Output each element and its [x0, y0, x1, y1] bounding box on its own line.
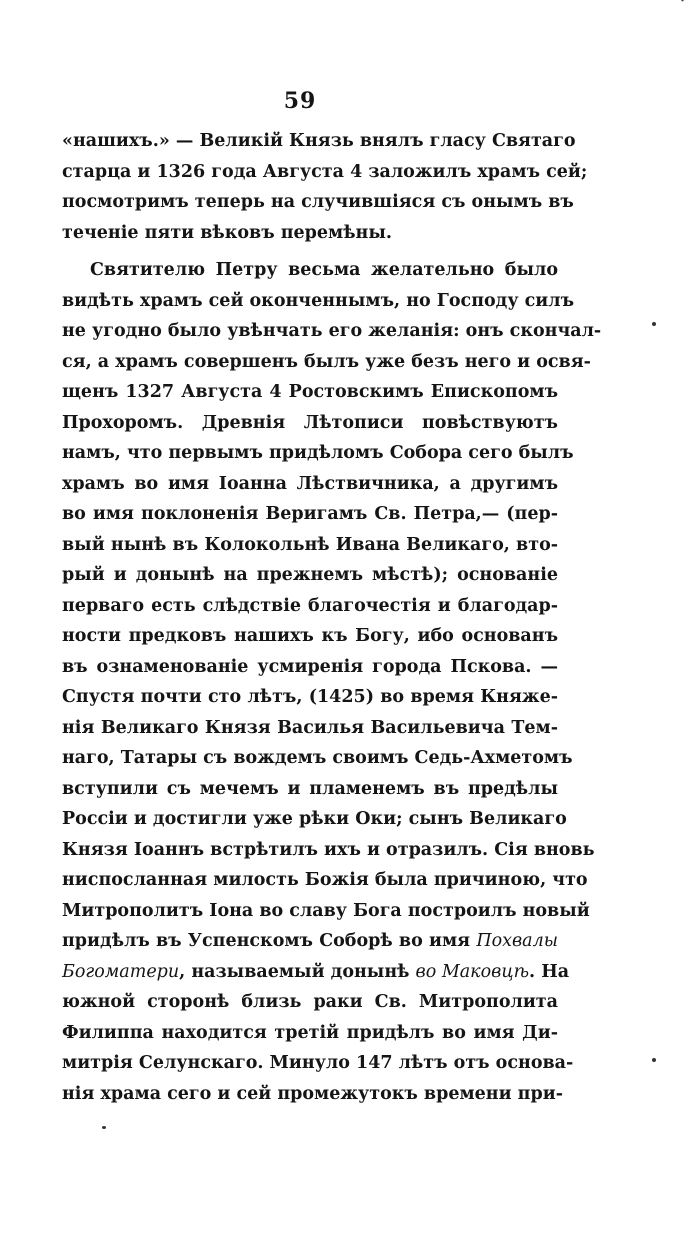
- text-line-with-italic: [62, 957, 570, 988]
- text-line: южной сторонѣ близь раки Св. Митрополита: [62, 992, 558, 1012]
- text-line: Князя Іоаннъ встрѣтилъ ихъ и отразилъ. Сія вновь: [62, 839, 595, 860]
- text-line: нія храма сего и сей промежутокъ времени при-: [62, 1083, 563, 1104]
- text-line: митрія Селунскаго. Минуло 147 лѣтъ отъ основа-: [62, 1053, 574, 1073]
- text-line: не угодно было увѣнчать его желанія: онъ скончал-: [62, 321, 602, 341]
- ink-speck: [652, 322, 656, 326]
- text-line: «нашихъ.» — Великій Князь внялъ гласу Святаго: [62, 131, 576, 151]
- text-line: Спустя почти сто лѣтъ, (1425) во время Княже-: [62, 687, 558, 707]
- italic-text: Похвалы: [476, 931, 558, 951]
- text-line: Россіи и достигли уже рѣки Оки; сынъ Великаго: [62, 809, 567, 829]
- text-line: ся, а храмъ совершенъ былъ уже безъ него и освя-: [62, 351, 591, 372]
- body-text: [62, 126, 602, 1109]
- text-line: во имя поклоненія Веригамъ Св. Петра,— (пер-: [62, 504, 558, 524]
- paragraph-2: [62, 255, 602, 1109]
- text-line: намъ, что первымъ придѣломъ Собора сего былъ: [62, 443, 574, 463]
- text-line: щенъ 1327 Августа 4 Ростовскимъ Епископомъ: [62, 382, 558, 402]
- text-line: рый и донынѣ на прежнемъ мѣстѣ); основаніе: [62, 565, 558, 585]
- text-line-with-italic: [62, 926, 558, 957]
- page-edge-mark: [646, 0, 684, 22]
- text-line: въ ознаменованіе усмиренія города Пскова. —: [62, 656, 558, 677]
- text-line: видѣть храмъ сей оконченнымъ, но Господу силъ: [62, 290, 575, 311]
- text-line: Святителю Петру весьма желательно было: [90, 260, 558, 280]
- text-line: храмъ во имя Іоанна Лѣствичника, а другимъ: [62, 473, 558, 494]
- italic-text: во Маковцѣ: [415, 961, 530, 982]
- italic-text: Богоматери: [62, 961, 180, 982]
- text-line: посмотримъ теперь на случившіяся съ онымъ въ: [62, 192, 574, 212]
- paragraph-1: [62, 126, 588, 248]
- text-line: теченіе пяти вѣковъ перемѣны.: [62, 222, 392, 243]
- ink-speck: [652, 1058, 656, 1062]
- text-line: старца и 1326 года Августа 4 заложилъ храмъ сей;: [62, 161, 588, 182]
- text-line: Прохоромъ. Древнія Лѣтописи повѣствуютъ: [62, 412, 558, 433]
- text-line: наго, Татары съ вождемъ своимъ Седь-Ахметомъ: [62, 748, 573, 768]
- text-line: нія Великаго Князя Василья Васильевича Тем-: [62, 717, 558, 738]
- text-line: Митрополитъ Іона во славу Бога построилъ новый: [62, 900, 590, 921]
- text-line: ности предковъ нашихъ къ Богу, ибо основанъ: [62, 626, 558, 646]
- text-line: вый нынѣ въ Колокольнѣ Ивана Великаго, вто-: [62, 534, 558, 555]
- text-line: вступили съ мечемъ и пламенемъ въ предѣлы: [62, 778, 558, 799]
- line-text: . На: [529, 961, 570, 982]
- text-line: ниспосланная милость Божія была причиною, что: [62, 870, 588, 890]
- page-number: 59: [283, 88, 317, 114]
- text-line: перваго есть слѣдствіе благочестія и благодар-: [62, 595, 558, 616]
- ink-speck: [102, 1126, 106, 1129]
- line-text: , называемый донынѣ: [179, 961, 416, 982]
- line-text: придѣлъ въ Успенскомъ Соборѣ во имя: [62, 931, 477, 951]
- text-line: Филиппа находится третій придѣлъ во имя Ди-: [62, 1022, 558, 1043]
